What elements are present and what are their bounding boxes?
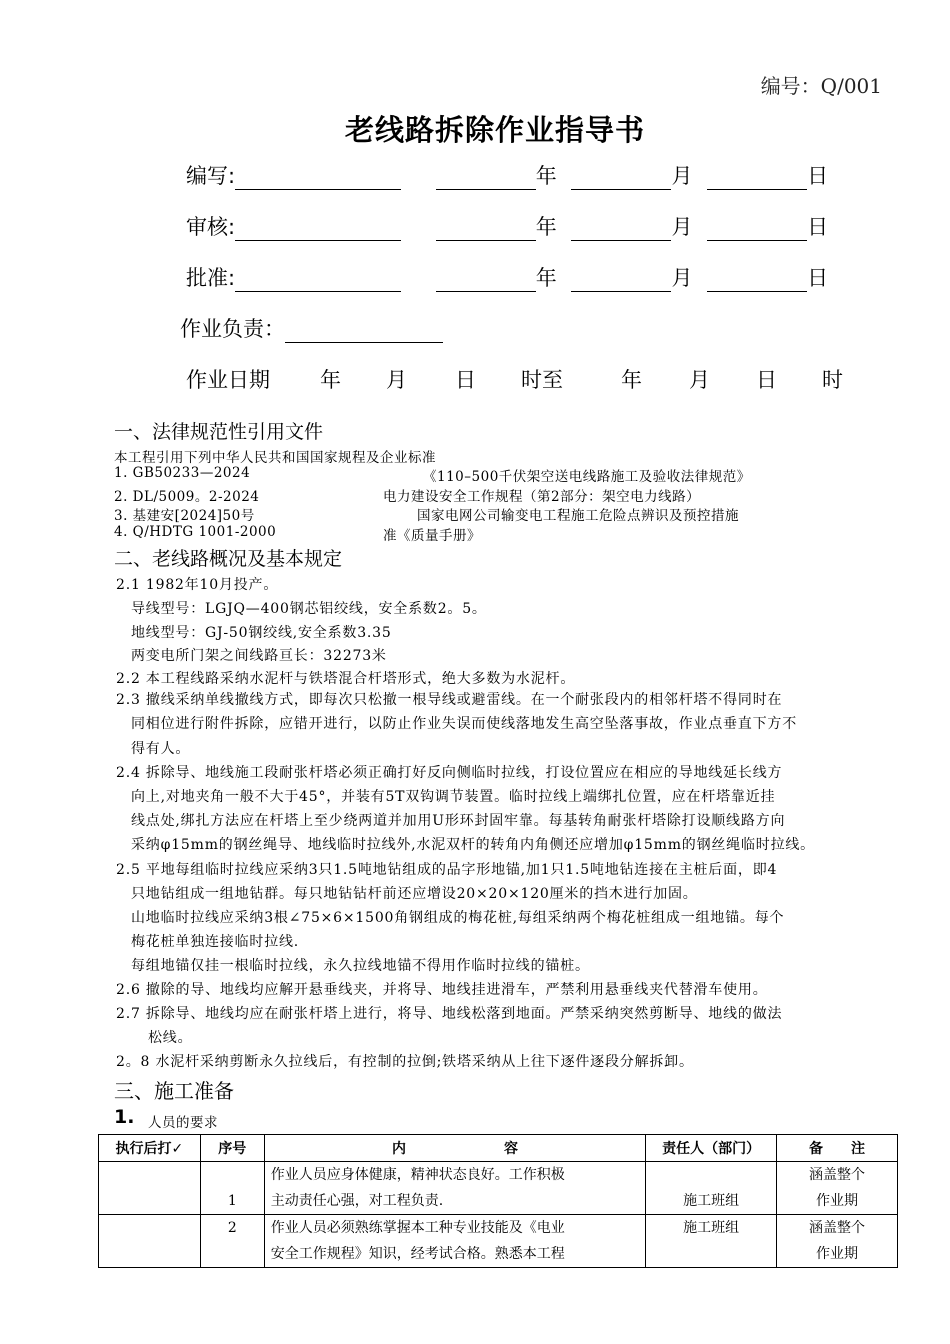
paragraph-line: 2.7 拆除导、地线均应在耐张杆塔上进行，将导、地线松落到地面。严禁采纳突然剪断导、地线的做法: [116, 1006, 783, 1022]
content-line: 作业人员应身体健康，精神状态良好。工作积极: [270, 1167, 565, 1183]
paragraph-line: 每组地锚仅挂一根临时拉线，永久拉线地锚不得用作临时拉线的锚桩。: [131, 958, 590, 974]
date-word: 月: [386, 368, 407, 392]
month-blank[interactable]: [571, 218, 671, 241]
paragraph-line: 同相位进行附件拆除，应错开进行，以防止作业失误而使线落地发生高空坠落事故，作业点垂直下方不: [131, 716, 797, 732]
month-label: 月: [671, 266, 693, 290]
reference-code: 2. DL/5009。2-2024: [114, 489, 260, 505]
signature-blank[interactable]: [235, 269, 401, 292]
owner-cell: 施工班组: [646, 1162, 777, 1215]
section-2-heading: 二、老线路概况及基本规定: [114, 548, 343, 570]
work-leader-row: [180, 313, 443, 343]
subsection-number: 1.: [114, 1106, 135, 1128]
subsection-title: 人员的要求: [148, 1115, 218, 1131]
year-label: 年: [535, 164, 557, 188]
signoff-label: 批准:: [186, 266, 236, 290]
month-label: 月: [671, 164, 693, 188]
reference-title: 电力建设安全工作规程（第2部分：架空电力线路）: [383, 489, 701, 505]
work-date-label: 作业日期: [186, 368, 270, 392]
signature-blank[interactable]: [235, 167, 401, 190]
col-header-owner: 责任人（部门）: [646, 1135, 777, 1162]
content-line: 安全工作规程》知识，经考试合格。熟悉本工程: [270, 1246, 565, 1262]
content-line: 主动责任心强，对工程负责.: [270, 1193, 444, 1209]
note-line: 作业期: [816, 1193, 859, 1209]
reference-code: 4. Q/HDTG 1001-2000: [114, 524, 277, 540]
paragraph-line: 导线型号：LGJQ—400钢芯铝绞线，安全系数2。5。: [131, 601, 487, 617]
signoff-label: 审核:: [186, 215, 236, 239]
seq-cell: 1: [200, 1162, 264, 1215]
col-header-checked: 执行后打✓: [99, 1135, 201, 1162]
personnel-requirements-table: [98, 1134, 898, 1268]
date-word: 日: [455, 368, 476, 392]
paragraph-line: 梅花桩单独连接临时拉线.: [131, 934, 300, 950]
reference-code: 1. GB50233—2024: [114, 465, 251, 481]
table-row: [99, 1215, 898, 1268]
paragraph-line: 2.5 平地每组临时拉线应采纳3只1.5吨地钻组成的品字形地锚,加1只1.5吨地钻连接在主桩后面，即4: [116, 862, 778, 878]
date-word: 年: [320, 368, 341, 392]
section-3-heading: 三、施工准备: [114, 1079, 234, 1103]
paragraph-line: 地线型号：GJ-50钢绞线,安全系数3.35: [131, 625, 392, 641]
year-blank[interactable]: [436, 167, 536, 190]
document-number: 编号：Q/001: [760, 74, 882, 98]
date-word: 年: [621, 368, 642, 392]
note-cell: [777, 1215, 898, 1268]
month-blank[interactable]: [571, 269, 671, 292]
paragraph-line: 采纳φ15mm的钢丝绳导、地线临时拉线外,水泥双杆的转角内角侧还应增加φ15mm的钢丝绳临时拉线。: [131, 837, 815, 853]
section-1-intro: 本工程引用下列中华人民共和国国家规程及企业标准: [114, 450, 436, 466]
note-line: 涵盖整个: [809, 1167, 866, 1183]
paragraph-line: 只地钻组成一组地钻群。每只地钻钻杆前还应增设20×20×120厘米的挡木进行加固。: [131, 886, 698, 902]
section-1-heading: 一、法律规范性引用文件: [114, 421, 324, 443]
checked-cell[interactable]: [99, 1162, 201, 1215]
paragraph-line: 2.6 撤除的导、地线均应解开悬垂线夹，并将导、地线挂进滑车，严禁利用悬垂线夹代替滑车使用。: [116, 982, 768, 998]
signoff-row-review: [186, 211, 828, 241]
col-header-note: 备 注: [777, 1135, 898, 1162]
paragraph-line: 2.1 1982年10月投产。: [116, 577, 279, 593]
day-label: 日: [807, 215, 829, 239]
date-word: 时: [822, 368, 843, 392]
content-cell: [264, 1162, 646, 1215]
paragraph-line: 2.2 本工程线路采纳水泥杆与铁塔混合杆塔形式，绝大多数为水泥杆。: [116, 671, 576, 687]
paragraph-line: 2.3 撤线采纳单线撤线方式，即每次只松撤一根导线或避雷线。在一个耐张段内的相邻杆塔不得同时在: [116, 692, 783, 708]
content-cell: [264, 1215, 646, 1268]
signoff-label: 编写:: [186, 164, 236, 188]
day-blank[interactable]: [707, 269, 807, 292]
checked-cell[interactable]: [99, 1215, 201, 1268]
reference-code: 3. 基建安[2024]50号: [114, 508, 255, 524]
note-line: 作业期: [816, 1246, 859, 1262]
work-leader-label: 作业负责：: [180, 317, 285, 341]
day-label: 日: [807, 164, 829, 188]
reference-title: 国家电网公司输变电工程施工危险点辨识及预控措施: [417, 508, 739, 524]
date-word: 时至: [521, 368, 563, 392]
year-blank[interactable]: [436, 218, 536, 241]
month-label: 月: [671, 215, 693, 239]
owner-cell: 施工班组: [646, 1215, 777, 1268]
paragraph-line: 2.4 拆除导、地线施工段耐张杆塔必须正确打好反向侧临时拉线，打设位置应在相应的导地线延长线方: [116, 765, 783, 781]
content-line: 作业人员必须熟练掌握本工种专业技能及《电业: [270, 1220, 565, 1236]
date-word: 月: [689, 368, 710, 392]
paragraph-line: 向上,对地夹角一般不大于45°，并装有5T双钩调节装置。临时拉线上端绑扎位置，应在杆塔靠近挂: [131, 789, 776, 805]
year-label: 年: [535, 215, 557, 239]
signoff-row-approve: [186, 262, 828, 292]
paragraph-line: 线点处,绑扎方法应在杆塔上至少绕两道并加用U形环封固牢靠。每基转角耐张杆塔除打设顺线路方向: [131, 813, 786, 829]
note-cell: [777, 1162, 898, 1215]
page-title: 老线路拆除作业指导书: [344, 113, 645, 147]
note-line: 涵盖整个: [809, 1220, 866, 1236]
year-label: 年: [535, 266, 557, 290]
paragraph-line: 得有人。: [131, 741, 191, 757]
paragraph-line: 山地临时拉线应采纳3根∠75×6×1500角钢组成的梅花桩,每组采纳两个梅花桩组成一组地锚。每个: [131, 910, 785, 926]
paragraph-line: 2。8 水泥杆采纳剪断永久拉线后，有控制的拉倒;铁塔采纳从上往下逐件逐段分解拆卸。: [116, 1054, 694, 1070]
day-blank[interactable]: [707, 167, 807, 190]
signoff-row-write: [186, 160, 828, 190]
work-leader-blank[interactable]: [285, 320, 443, 343]
date-word: 日: [756, 368, 777, 392]
month-blank[interactable]: [571, 167, 671, 190]
year-blank[interactable]: [436, 269, 536, 292]
col-header-seq: 序号: [200, 1135, 264, 1162]
col-header-content: 内 容: [264, 1135, 646, 1162]
day-blank[interactable]: [707, 218, 807, 241]
paragraph-line: 松线。: [148, 1030, 193, 1046]
reference-title: 准《质量手册》: [383, 528, 481, 544]
table-header-row: [99, 1135, 898, 1162]
day-label: 日: [807, 266, 829, 290]
table-row: [99, 1162, 898, 1215]
reference-title: 《110–500千伏架空送电线路施工及验收法律规范》: [423, 469, 751, 485]
paragraph-line: 两变电所门架之间线路亘长：32273米: [131, 648, 387, 664]
seq-cell: 2: [200, 1215, 264, 1268]
signature-blank[interactable]: [235, 218, 401, 241]
